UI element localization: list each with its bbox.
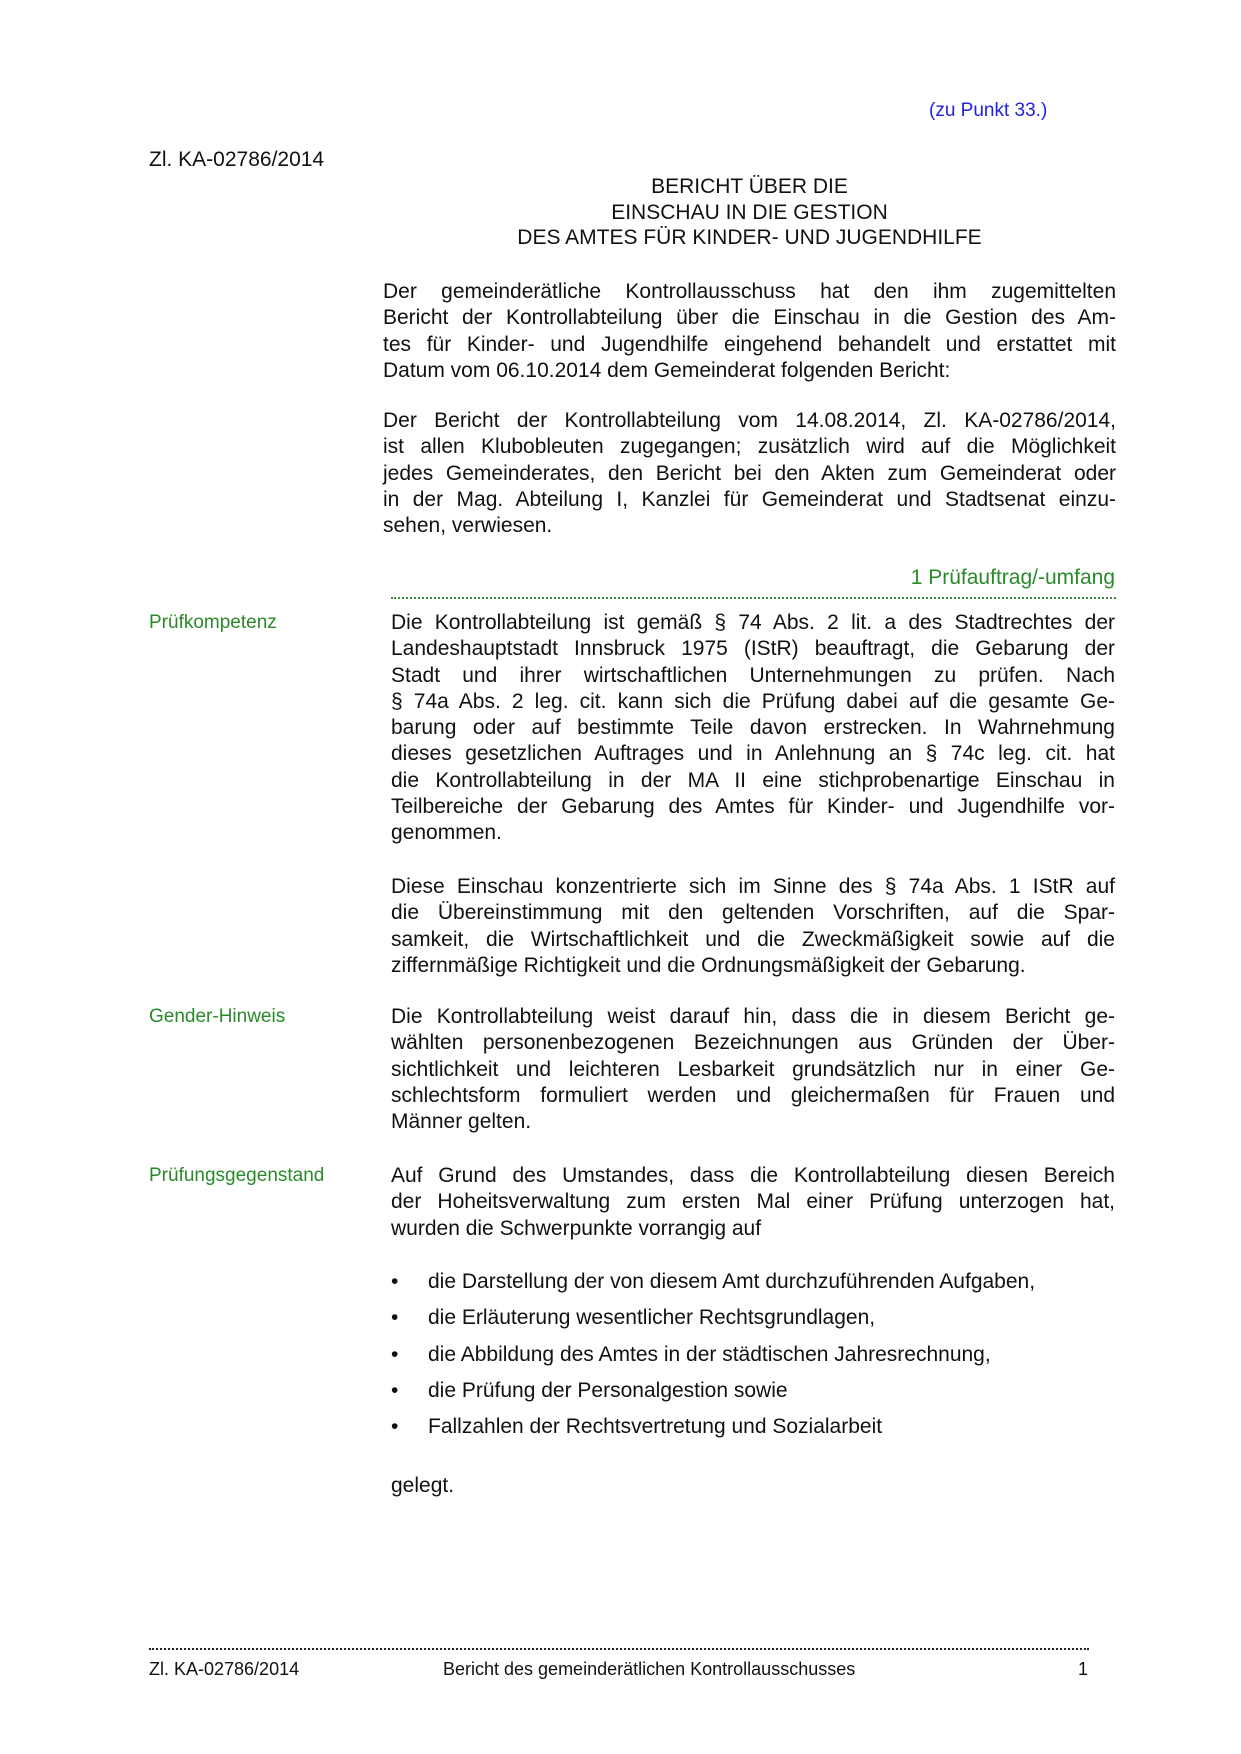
gender-paragraph bbox=[391, 1004, 1115, 1135]
text-line: Teilbereiche der Gebarung des Amtes für Kinder- und Jugendhilfe vor- bbox=[391, 795, 1115, 819]
section-divider bbox=[391, 597, 1116, 599]
text-line: Landeshauptstadt Innsbruck 1975 (IStR) beauftragt, die Gebarung der bbox=[391, 637, 1115, 661]
footer-title: Bericht des gemeinderätlichen Kontrollausschusses bbox=[443, 1659, 856, 1679]
text-line: wählten personenbezogenen Bezeichnungen aus Gründen der Über- bbox=[391, 1031, 1115, 1055]
bullet-icon: • bbox=[391, 1306, 399, 1329]
side-label-pruefkompetenz: Prüfkompetenz bbox=[149, 612, 277, 633]
text-line: schlechtsform formuliert werden und gleichermaßen für Frauen und bbox=[391, 1083, 1115, 1107]
text-line: Männer gelten. bbox=[391, 1110, 532, 1134]
bullet-icon: • bbox=[391, 1343, 399, 1366]
bullet-icon: • bbox=[391, 1270, 399, 1293]
text-line: der Hoheitsverwaltung zum ersten Mal einer Prüfung unterzogen hat, bbox=[391, 1190, 1115, 1214]
bullet-text: die Abbildung des Amtes in der städtischen Jahresrechnung, bbox=[428, 1343, 991, 1366]
text-line: ziffernmäßige Richtigkeit und die Ordnungsmäßigkeit der Gebarung. bbox=[391, 953, 1026, 977]
title-line: EINSCHAU IN DIE GESTION bbox=[611, 200, 888, 224]
text-line: Bericht der Kontrollabteilung über die Einschau in die Gestion des Am- bbox=[383, 306, 1116, 330]
title-line: DES AMTES FÜR KINDER- UND JUGENDHILFE bbox=[517, 226, 982, 249]
text-line: sehen, verwiesen. bbox=[383, 514, 553, 538]
closing-text: gelegt. bbox=[391, 1474, 455, 1497]
text-line: sichtlichkeit und leichteren Lesbarkeit grundsätzlich nur in einer Ge- bbox=[391, 1057, 1115, 1081]
bullet-text: die Prüfung der Personalgestion sowie bbox=[428, 1379, 788, 1402]
bullet-icon: • bbox=[391, 1415, 399, 1438]
text-line: wurden die Schwerpunkte vorrangig auf bbox=[391, 1216, 762, 1240]
title-line: BERICHT ÜBER DIE bbox=[651, 175, 848, 198]
text-line: dieses gesetzlichen Auftrages und in Anlehnung an § 74c leg. cit. hat bbox=[391, 742, 1115, 766]
intro-paragraph-2 bbox=[383, 408, 1116, 539]
footer-file-number: Zl. KA-02786/2014 bbox=[149, 1659, 300, 1679]
text-line: barung oder auf bestimmte Teile davon erstrecken. In Wahrnehmung bbox=[391, 716, 1115, 740]
text-line: jedes Gemeinderates, den Bericht bei den Akten zum Gemeinderat oder bbox=[383, 461, 1116, 485]
text-line: tes für Kinder- und Jugendhilfe eingehend behandelt und erstattet mit bbox=[383, 332, 1116, 356]
text-line: § 74a Abs. 2 leg. cit. kann sich die Prüfung dabei auf die gesamte Ge- bbox=[391, 689, 1115, 713]
text-line: Die Kontrollabteilung ist gemäß § 74 Abs. 2 lit. a des Stadtrechtes der bbox=[391, 611, 1115, 634]
side-label-gegenstand: Prüfungsgegenstand bbox=[149, 1165, 325, 1186]
text-line: Datum vom 06.10.2014 dem Gemeinderat folgenden Bericht: bbox=[383, 358, 951, 382]
text-line: genommen. bbox=[391, 821, 502, 845]
text-line: samkeit, die Wirtschaftlichkeit und die Zweckmäßigkeit sowie auf die bbox=[391, 927, 1115, 951]
bullet-text: die Erläuterung wesentlicher Rechtsgrundlagen, bbox=[428, 1306, 876, 1329]
footer-divider bbox=[149, 1648, 1089, 1650]
agenda-reference: (zu Punkt 33.) bbox=[929, 100, 1048, 121]
gegenstand-paragraph bbox=[391, 1163, 1115, 1242]
text-line: Diese Einschau konzentrierte sich im Sinne des § 74a Abs. 1 IStR auf bbox=[391, 875, 1115, 898]
side-label-gender: Gender-Hinweis bbox=[149, 1006, 286, 1027]
text-line: Der gemeinderätliche Kontrollausschuss hat den ihm zugemittelten bbox=[383, 280, 1116, 303]
text-line: die Kontrollabteilung in der MA II eine stichprobenartige Einschau in bbox=[391, 768, 1115, 792]
bullet-text: die Darstellung der von diesem Amt durchzuführenden Aufgaben, bbox=[428, 1270, 1036, 1293]
text-line: Stadt und ihrer wirtschaftlichen Unternehmungen zu prüfen. Nach bbox=[391, 663, 1115, 687]
pruefkompetenz-paragraph bbox=[391, 610, 1115, 847]
einschau-paragraph bbox=[391, 874, 1115, 979]
text-line: ist allen Klubobleuten zugegangen; zusätzlich wird auf die Möglichkeit bbox=[383, 435, 1116, 459]
document-title bbox=[383, 174, 1116, 251]
intro-paragraph-1 bbox=[383, 279, 1116, 384]
text-line: Die Kontrollabteilung weist darauf hin, dass die in diesem Bericht ge- bbox=[391, 1005, 1115, 1028]
text-line: in der Mag. Abteilung I, Kanzlei für Gemeinderat und Stadtsenat einzu- bbox=[383, 487, 1116, 511]
bullet-text: Fallzahlen der Rechtsvertretung und Sozialarbeit bbox=[428, 1415, 883, 1438]
bullet-icon: • bbox=[391, 1379, 399, 1402]
file-number: Zl. KA-02786/2014 bbox=[149, 148, 325, 171]
text-line: Auf Grund des Umstandes, dass die Kontrollabteilung diesen Bereich bbox=[391, 1164, 1115, 1187]
text-line: Der Bericht der Kontrollabteilung vom 14.08.2014, Zl. KA-02786/2014, bbox=[383, 409, 1116, 432]
text-line: die Übereinstimmung mit den geltenden Vorschriften, auf die Spar- bbox=[391, 901, 1115, 925]
section-heading: 1 Prüfauftrag/-umfang bbox=[910, 566, 1115, 589]
page-number: 1 bbox=[1078, 1659, 1089, 1679]
